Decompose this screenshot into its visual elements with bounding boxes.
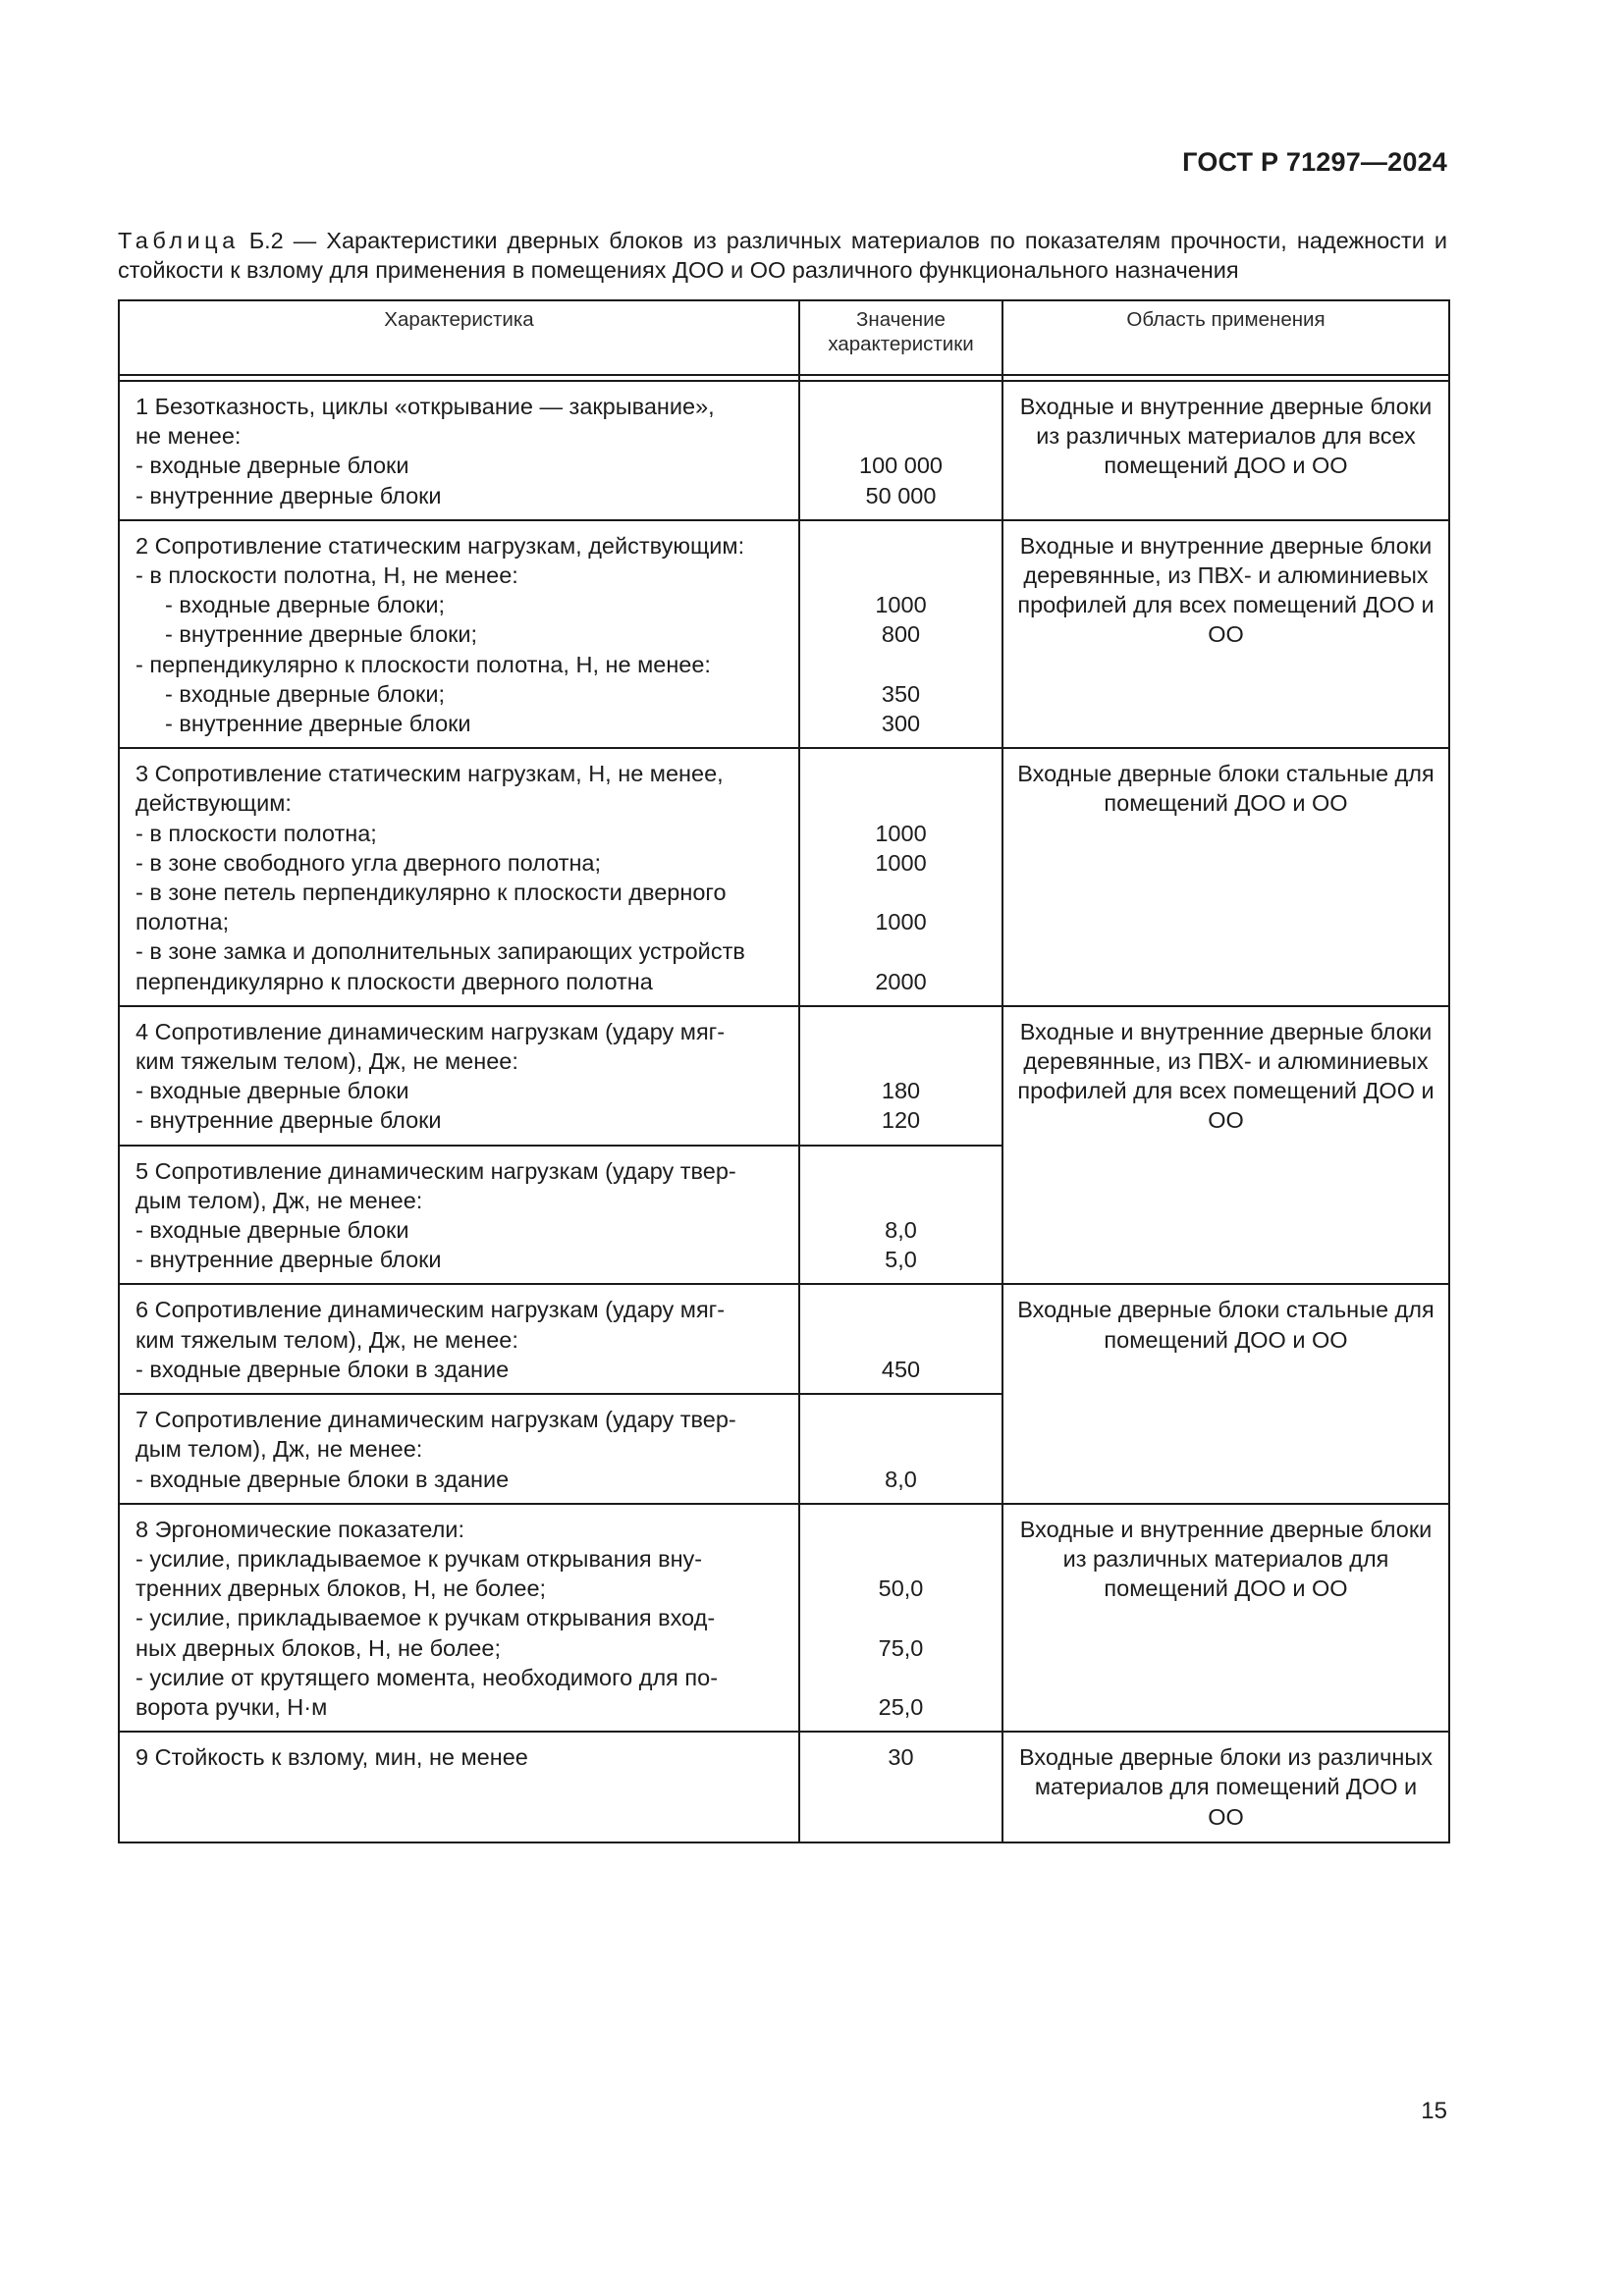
value-line: [806, 1017, 996, 1046]
text-line: 1 Безотказность, циклы «открывание — закрывание»,: [135, 394, 715, 419]
characteristic-cell: [119, 748, 799, 1006]
text-line: 2 Сопротивление статическим нагрузкам, действующим:: [135, 532, 745, 559]
text-line: - усилие, прикладываемое к ручкам открывания вну-: [135, 1545, 703, 1572]
text-line: - усилие от крутящего момента, необходимого для по-: [135, 1664, 719, 1690]
characteristic-cell: [119, 1284, 799, 1394]
value-line: [806, 1405, 996, 1434]
value-line: 25,0: [878, 1693, 924, 1720]
value-line: [806, 788, 996, 818]
value-line: 50,0: [878, 1575, 924, 1602]
characteristic-cell: [119, 1732, 799, 1842]
value-line: 75,0: [878, 1634, 924, 1661]
value-line: 8,0: [885, 1217, 917, 1244]
text-line: - входные дверные блоки: [135, 453, 409, 479]
value-line: [806, 421, 996, 451]
table-row: [119, 1504, 1449, 1732]
characteristic-cell: [119, 520, 799, 748]
text-line: - в плоскости полотна, Н, не менее:: [135, 562, 518, 589]
value-line: [806, 1603, 996, 1632]
text-line: 6 Сопротивление динамическим нагрузкам (удару мяг-: [135, 1297, 726, 1323]
table-header-row: [119, 300, 1449, 375]
value-line: [806, 1295, 996, 1324]
value-cell: [799, 1394, 1002, 1504]
text-line: - входные дверные блоки;: [165, 592, 445, 618]
text-line: ким тяжелым телом), Дж, не менее:: [135, 1326, 518, 1353]
value-line: [806, 936, 996, 966]
text-line: - входные дверные блоки: [135, 1078, 409, 1104]
value-line: [806, 1046, 996, 1076]
text-line: - в плоскости полотна;: [135, 820, 377, 846]
text-line: дым телом), Дж, не менее:: [135, 1187, 423, 1213]
value-line: 30: [888, 1744, 914, 1771]
caption-text: Б.2 — Характеристики дверных блоков из различных материалов по показателям прочности, надежности и стойкости к взлому для применения в помещениях ДОО и ОО различного функционального назначения: [118, 228, 1447, 283]
table-row: [119, 520, 1449, 748]
table-row: [119, 1732, 1449, 1842]
value-line: [806, 1544, 996, 1574]
caption-label: Таблица: [118, 228, 240, 253]
table-row: [119, 1284, 1449, 1394]
characteristic-cell: [119, 1146, 799, 1285]
table-row: [119, 1006, 1449, 1146]
text-line: - входные дверные блоки в здание: [135, 1356, 510, 1382]
value-line: 450: [881, 1356, 921, 1382]
value-cell: [799, 381, 1002, 520]
application-area-cell: Входные и внутренние дверные блоки из различных материалов для помещений ДОО и ОО: [1002, 1504, 1449, 1732]
value-cell: [799, 1284, 1002, 1394]
application-area-cell: Входные и внутренние дверные блоки деревянные, из ПВХ- и алюминиевых профилей для всех помещений ДОО и ОО: [1002, 520, 1449, 748]
value-line: [806, 1663, 996, 1692]
value-line: [806, 878, 996, 907]
value-line: 1000: [875, 820, 927, 846]
text-line: 7 Сопротивление динамическим нагрузкам (удару твер-: [135, 1407, 736, 1433]
value-line: 8,0: [885, 1466, 917, 1492]
value-line: [806, 531, 996, 561]
value-cell: [799, 520, 1002, 748]
value-cell: [799, 1146, 1002, 1285]
text-line: - входные дверные блоки;: [165, 680, 445, 707]
characteristic-cell: [119, 1006, 799, 1146]
text-line: действующим:: [135, 790, 292, 817]
text-line: 3 Сопротивление статическим нагрузкам, Н, не менее,: [135, 761, 724, 787]
value-line: [806, 759, 996, 788]
characteristic-cell: [119, 1504, 799, 1732]
text-line: полотна;: [135, 909, 230, 935]
text-line: ким тяжелым телом), Дж, не менее:: [135, 1048, 518, 1075]
value-line: 120: [881, 1107, 921, 1134]
value-line: [806, 1186, 996, 1215]
value-cell: [799, 1006, 1002, 1146]
text-line: тренних дверных блоков, Н, не более;: [135, 1575, 547, 1602]
value-line: 1000: [875, 849, 927, 876]
text-line: ворота ручки, Н·м: [135, 1693, 328, 1720]
value-line: 50 000: [865, 482, 937, 508]
text-line: - входные дверные блоки в здание: [135, 1466, 510, 1492]
text-line: перпендикулярно к плоскости дверного полотна: [135, 968, 653, 994]
table-row: [119, 748, 1449, 1006]
characteristics-table: [118, 299, 1450, 1843]
text-line: - внутренние дверные блоки: [135, 1107, 442, 1134]
value-line: [806, 1156, 996, 1186]
text-line: 5 Сопротивление динамическим нагрузкам (удару твер-: [135, 1157, 736, 1184]
text-line: ных дверных блоков, Н, не более;: [135, 1634, 501, 1661]
value-line: [806, 1434, 996, 1464]
text-line: - в зоне свободного угла дверного полотна;: [135, 849, 602, 876]
text-line: - внутренние дверные блоки: [135, 1247, 442, 1273]
value-line: [806, 650, 996, 679]
header-value: Значение характеристики: [799, 300, 1002, 375]
value-line: 1000: [875, 909, 927, 935]
value-line: 1000: [875, 592, 927, 618]
text-line: 4 Сопротивление динамическим нагрузкам (удару мяг-: [135, 1018, 726, 1044]
text-line: - внутренние дверные блоки: [135, 482, 442, 508]
text-line: не менее:: [135, 423, 242, 450]
value-line: 300: [881, 711, 921, 737]
value-line: 800: [881, 621, 921, 648]
value-line: 180: [881, 1078, 921, 1104]
value-line: 2000: [875, 968, 927, 994]
document-code: ГОСТ Р 71297—2024: [1182, 147, 1447, 177]
header-characteristic: Характеристика: [119, 300, 799, 375]
header-area: Область применения: [1002, 300, 1449, 375]
application-area-cell: Входные дверные блоки стальные для помещений ДОО и ОО: [1002, 1284, 1449, 1503]
text-line: - внутренние дверные блоки;: [165, 621, 478, 648]
text-line: - внутренние дверные блоки: [165, 711, 471, 737]
value-cell: [799, 748, 1002, 1006]
value-line: [806, 1325, 996, 1355]
value-cell: [799, 1732, 1002, 1842]
text-line: - в зоне замка и дополнительных запирающих устройств: [135, 938, 745, 965]
text-line: дым телом), Дж, не менее:: [135, 1436, 423, 1463]
value-line: 5,0: [885, 1247, 917, 1273]
value-line: [806, 392, 996, 421]
text-line: - перпендикулярно к плоскости полотна, Н, не менее:: [135, 651, 711, 677]
application-area-cell: Входные и внутренние дверные блоки из различных материалов для всех помещений ДОО и ОО: [1002, 381, 1449, 520]
page-number: 15: [1421, 2098, 1447, 2124]
text-line: - входные дверные блоки: [135, 1217, 409, 1244]
value-line: [806, 1515, 996, 1544]
application-area-cell: Входные дверные блоки из различных материалов для помещений ДОО и ОО: [1002, 1732, 1449, 1842]
characteristic-cell: [119, 381, 799, 520]
characteristic-cell: [119, 1394, 799, 1504]
value-cell: [799, 1504, 1002, 1732]
text-line: 8 Эргономические показатели:: [135, 1516, 464, 1542]
application-area-cell: Входные дверные блоки стальные для помещений ДОО и ОО: [1002, 748, 1449, 1006]
table-caption: [118, 226, 1447, 285]
value-line: 350: [881, 680, 921, 707]
application-area-cell: Входные и внутренние дверные блоки деревянные, из ПВХ- и алюминиевых профилей для всех помещений ДОО и ОО: [1002, 1006, 1449, 1285]
text-line: 9 Стойкость к взлому, мин, не менее: [135, 1744, 528, 1771]
table-row: [119, 381, 1449, 520]
text-line: - в зоне петель перпендикулярно к плоскости дверного: [135, 880, 727, 906]
text-line: - усилие, прикладываемое к ручкам открывания вход-: [135, 1605, 716, 1631]
value-line: [806, 561, 996, 590]
value-line: 100 000: [859, 453, 943, 479]
